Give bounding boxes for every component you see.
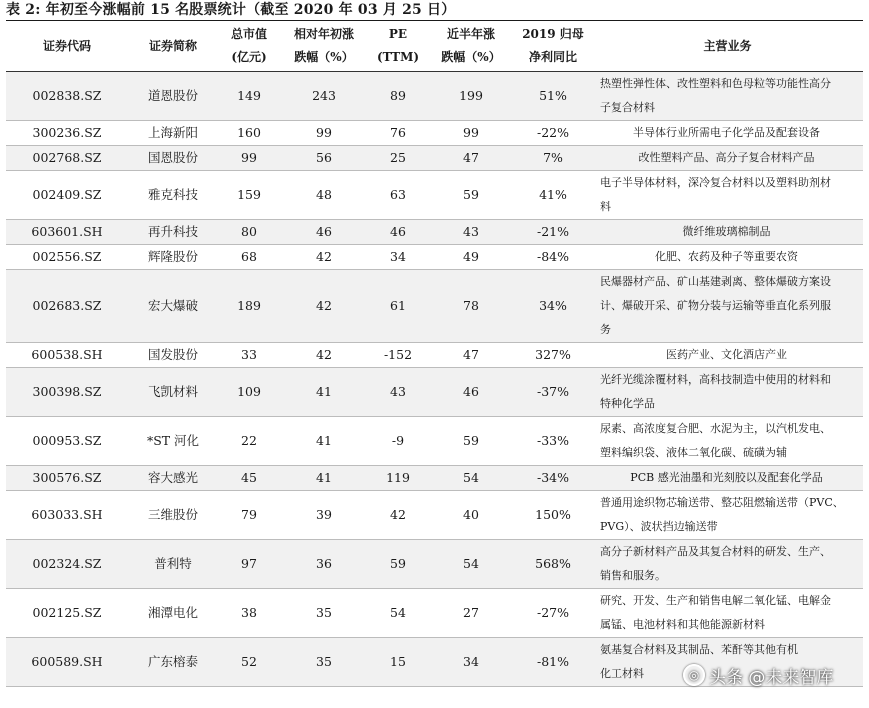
cell-market-cap: 68 xyxy=(218,244,280,269)
cell-half-year-change: 46 xyxy=(428,367,514,416)
cell-market-cap: 109 xyxy=(218,367,280,416)
business-line: 普通用途织物芯输送带、整芯阻燃输送带（PVC、 xyxy=(600,495,844,509)
cell-pe: 46 xyxy=(368,219,428,244)
cell-market-cap: 52 xyxy=(218,637,280,686)
cell-profit-yoy: -27% xyxy=(514,588,592,637)
cell-main-business xyxy=(592,465,863,490)
cell-half-year-change: 47 xyxy=(428,145,514,170)
business-line: 半导体行业所需电子化学品及配套设备 xyxy=(633,125,820,139)
table-row xyxy=(6,269,863,342)
header-main-business xyxy=(592,22,863,71)
header-line-2: 跌幅（%） xyxy=(294,50,354,65)
header-line-1: 2019 归母 xyxy=(522,27,584,42)
cell-profit-yoy: 327% xyxy=(514,342,592,367)
cell-profit-yoy: 568% xyxy=(514,539,592,588)
cell-code: 002125.SZ xyxy=(6,588,128,637)
cell-name: 普利特 xyxy=(128,539,218,588)
cell-half-year-change: 27 xyxy=(428,588,514,637)
cell-pe: 34 xyxy=(368,244,428,269)
cell-ytd-change: 48 xyxy=(280,170,368,219)
header-line-2: 净利同比 xyxy=(528,50,577,65)
cell-code: 300576.SZ xyxy=(6,465,128,490)
watermark xyxy=(683,662,833,688)
cell-pe: 61 xyxy=(368,269,428,342)
cell-profit-yoy: 34% xyxy=(514,269,592,342)
cell-half-year-change: 34 xyxy=(428,637,514,686)
cell-main-business xyxy=(592,588,863,637)
cell-profit-yoy: 7% xyxy=(514,145,592,170)
cell-market-cap: 160 xyxy=(218,120,280,145)
cell-profit-yoy: 41% xyxy=(514,170,592,219)
cell-pe: -152 xyxy=(368,342,428,367)
cell-name: 上海新阳 xyxy=(128,120,218,145)
cell-pe: 54 xyxy=(368,588,428,637)
business-line: 化肥、农药及种子等重要农资 xyxy=(655,249,798,263)
cell-name: 道恩股份 xyxy=(128,71,218,120)
cell-profit-yoy: 51% xyxy=(514,71,592,120)
cell-pe: -9 xyxy=(368,416,428,465)
cell-profit-yoy: -84% xyxy=(514,244,592,269)
cell-profit-yoy: -34% xyxy=(514,465,592,490)
cell-code: 000953.SZ xyxy=(6,416,128,465)
business-line: 电子半导体材料，深冷复合材料以及塑料助剂材 xyxy=(600,175,831,189)
cell-pe: 43 xyxy=(368,367,428,416)
business-line: 子复合材料 xyxy=(600,100,655,114)
cell-half-year-change: 40 xyxy=(428,490,514,539)
business-line: 销售和服务。 xyxy=(600,568,666,582)
table-row xyxy=(6,244,863,269)
cell-profit-yoy: -33% xyxy=(514,416,592,465)
cell-profit-yoy: -81% xyxy=(514,637,592,686)
cell-pe: 63 xyxy=(368,170,428,219)
table-row xyxy=(6,71,863,120)
cell-ytd-change: 41 xyxy=(280,416,368,465)
business-line: PVG）、波状挡边输送带 xyxy=(600,519,718,533)
business-line: 料 xyxy=(600,199,611,213)
table-row xyxy=(6,342,863,367)
table-body xyxy=(6,71,863,686)
business-line: 尿素、高浓度复合肥、水泥为主，以汽机发电、 xyxy=(600,421,831,435)
header-profit-yoy xyxy=(514,22,592,71)
header-line-1: 证券简称 xyxy=(148,38,197,53)
header-line-1: 近半年涨 xyxy=(446,27,495,42)
cell-ytd-change: 35 xyxy=(280,588,368,637)
cell-half-year-change: 59 xyxy=(428,170,514,219)
business-line: 研究、开发、生产和销售电解二氧化锰、电解金 xyxy=(600,593,831,607)
cell-name: 雅克科技 xyxy=(128,170,218,219)
cell-pe: 119 xyxy=(368,465,428,490)
cell-market-cap: 149 xyxy=(218,71,280,120)
cell-ytd-change: 42 xyxy=(280,269,368,342)
cell-market-cap: 79 xyxy=(218,490,280,539)
table-row xyxy=(6,490,863,539)
cell-half-year-change: 199 xyxy=(428,71,514,120)
cell-name: 辉隆股份 xyxy=(128,244,218,269)
header-ytd-change xyxy=(280,22,368,71)
table-row xyxy=(6,539,863,588)
business-line: 改性塑料产品、高分子复合材料产品 xyxy=(638,150,815,164)
table-row xyxy=(6,367,863,416)
cell-main-business xyxy=(592,342,863,367)
cell-name: 广东榕泰 xyxy=(128,637,218,686)
business-line: 医药产业、文化酒店产业 xyxy=(666,347,787,361)
cell-code: 002838.SZ xyxy=(6,71,128,120)
cell-code: 603601.SH xyxy=(6,219,128,244)
cell-main-business xyxy=(592,120,863,145)
business-line: PCB 感光油墨和光刻胶以及配套化学品 xyxy=(630,470,823,484)
cell-code: 600589.SH xyxy=(6,637,128,686)
business-line: 化工材料 xyxy=(600,666,644,680)
header-line-1: 主营业务 xyxy=(703,38,752,53)
cell-half-year-change: 49 xyxy=(428,244,514,269)
cell-main-business xyxy=(592,244,863,269)
cell-pe: 89 xyxy=(368,71,428,120)
cell-half-year-change: 78 xyxy=(428,269,514,342)
cell-market-cap: 189 xyxy=(218,269,280,342)
table-row xyxy=(6,170,863,219)
cell-name: 飞凯材料 xyxy=(128,367,218,416)
cell-name: 宏大爆破 xyxy=(128,269,218,342)
cell-main-business xyxy=(592,145,863,170)
header-line-1: PE xyxy=(388,27,408,42)
cell-main-business xyxy=(592,416,863,465)
business-line: 高分子新材料产品及其复合材料的研发、生产、 xyxy=(600,544,831,558)
header-name xyxy=(128,22,218,71)
table-row xyxy=(6,219,863,244)
stock-table xyxy=(6,22,863,687)
cell-market-cap: 33 xyxy=(218,342,280,367)
cell-market-cap: 99 xyxy=(218,145,280,170)
cell-half-year-change: 47 xyxy=(428,342,514,367)
cell-code: 300236.SZ xyxy=(6,120,128,145)
cell-main-business xyxy=(592,219,863,244)
cell-profit-yoy: -21% xyxy=(514,219,592,244)
watermark-text: 头条 @未来智库 xyxy=(709,667,834,688)
toutiao-logo-icon: ◎ xyxy=(683,664,705,686)
business-line: 热塑性弹性体、改性塑料和色母粒等功能性高分 xyxy=(600,76,831,90)
cell-ytd-change: 42 xyxy=(280,244,368,269)
cell-market-cap: 22 xyxy=(218,416,280,465)
business-line: 氨基复合材料及其制品、苯酐等其他有机 xyxy=(600,642,798,656)
cell-ytd-change: 99 xyxy=(280,120,368,145)
cell-profit-yoy: -22% xyxy=(514,120,592,145)
header-code xyxy=(6,22,128,71)
cell-code: 002768.SZ xyxy=(6,145,128,170)
cell-code: 300398.SZ xyxy=(6,367,128,416)
cell-ytd-change: 243 xyxy=(280,71,368,120)
cell-code: 002683.SZ xyxy=(6,269,128,342)
header-row xyxy=(6,22,863,71)
cell-name: 湘潭电化 xyxy=(128,588,218,637)
business-line: 特种化学品 xyxy=(600,396,655,410)
cell-main-business xyxy=(592,269,863,342)
cell-code: 002556.SZ xyxy=(6,244,128,269)
header-half-year-change xyxy=(428,22,514,71)
business-line: 微纤维玻璃棉制品 xyxy=(682,224,771,238)
cell-name: 国发股份 xyxy=(128,342,218,367)
cell-half-year-change: 54 xyxy=(428,465,514,490)
cell-pe: 25 xyxy=(368,145,428,170)
table-row xyxy=(6,465,863,490)
cell-code: 600538.SH xyxy=(6,342,128,367)
business-line: 属锰、电池材料和其他能源新材料 xyxy=(600,617,765,631)
header-line-1: 相对年初涨 xyxy=(293,27,354,42)
table-row xyxy=(6,416,863,465)
cell-ytd-change: 41 xyxy=(280,367,368,416)
cell-ytd-change: 35 xyxy=(280,637,368,686)
table-row xyxy=(6,145,863,170)
cell-pe: 42 xyxy=(368,490,428,539)
cell-market-cap: 45 xyxy=(218,465,280,490)
cell-ytd-change: 46 xyxy=(280,219,368,244)
cell-market-cap: 97 xyxy=(218,539,280,588)
cell-code: 002324.SZ xyxy=(6,539,128,588)
header-line-1: 总市值 xyxy=(230,27,267,42)
table-caption: 表 2: 年初至今涨幅前 15 名股票统计（截至 2020 年 03 月 25 日） xyxy=(6,0,863,21)
cell-main-business xyxy=(592,539,863,588)
cell-ytd-change: 39 xyxy=(280,490,368,539)
cell-profit-yoy: -37% xyxy=(514,367,592,416)
cell-name: 国恩股份 xyxy=(128,145,218,170)
header-line-1: 证券代码 xyxy=(42,38,91,53)
cell-pe: 59 xyxy=(368,539,428,588)
business-line: 塑料编织袋、液体二氧化碳、硫磺为辅 xyxy=(600,445,787,459)
cell-ytd-change: 56 xyxy=(280,145,368,170)
cell-half-year-change: 59 xyxy=(428,416,514,465)
header-line-2: 跌幅（%） xyxy=(441,50,501,65)
cell-code: 603033.SH xyxy=(6,490,128,539)
business-line: 民爆器材产品、矿山基建剥离、整体爆破方案设 xyxy=(600,274,831,288)
cell-market-cap: 38 xyxy=(218,588,280,637)
cell-pe: 15 xyxy=(368,637,428,686)
table-row xyxy=(6,120,863,145)
cell-main-business xyxy=(592,71,863,120)
cell-half-year-change: 99 xyxy=(428,120,514,145)
header-pe xyxy=(368,22,428,71)
cell-main-business xyxy=(592,170,863,219)
table-row xyxy=(6,588,863,637)
cell-half-year-change: 43 xyxy=(428,219,514,244)
cell-half-year-change: 54 xyxy=(428,539,514,588)
cell-pe: 76 xyxy=(368,120,428,145)
cell-main-business xyxy=(592,367,863,416)
cell-market-cap: 159 xyxy=(218,170,280,219)
business-line: 光纤光缆涂覆材料，高科技制造中使用的材料和 xyxy=(600,372,831,386)
cell-main-business xyxy=(592,490,863,539)
business-line: 务 xyxy=(600,322,611,336)
header-market-cap xyxy=(218,22,280,71)
cell-market-cap: 80 xyxy=(218,219,280,244)
cell-code: 002409.SZ xyxy=(6,170,128,219)
header-line-2: (亿元) xyxy=(231,50,267,65)
business-line: 计、爆破开采、矿物分装与运输等垂直化系列服 xyxy=(600,298,831,312)
header-line-2: (TTM) xyxy=(376,50,420,65)
cell-name: 再升科技 xyxy=(128,219,218,244)
cell-name: 容大感光 xyxy=(128,465,218,490)
cell-ytd-change: 41 xyxy=(280,465,368,490)
cell-ytd-change: 42 xyxy=(280,342,368,367)
cell-name: 三维股份 xyxy=(128,490,218,539)
cell-ytd-change: 36 xyxy=(280,539,368,588)
cell-name: *ST 河化 xyxy=(128,416,218,465)
cell-profit-yoy: 150% xyxy=(514,490,592,539)
